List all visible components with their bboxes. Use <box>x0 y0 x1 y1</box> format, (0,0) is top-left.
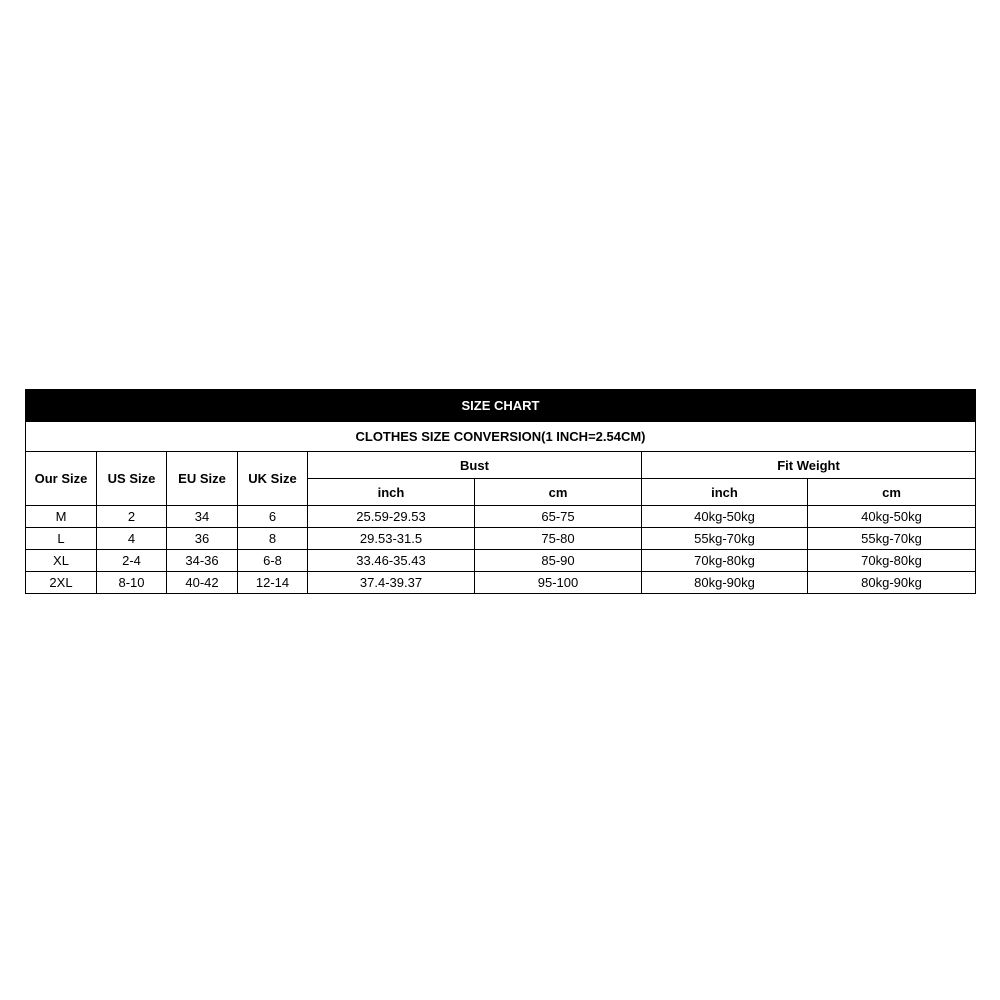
header-bust-inch: inch <box>308 479 475 506</box>
cell-bust-inch: 37.4-39.37 <box>308 572 475 594</box>
table-row <box>26 528 976 550</box>
chart-subtitle: CLOTHES SIZE CONVERSION(1 INCH=2.54CM) <box>26 422 976 452</box>
header-fit-weight: Fit Weight <box>642 452 976 479</box>
title-row <box>26 390 976 422</box>
cell-bust-cm: 85-90 <box>475 550 642 572</box>
cell-our-size: 2XL <box>26 572 97 594</box>
cell-weight-cm: 70kg-80kg <box>808 550 976 572</box>
cell-our-size: L <box>26 528 97 550</box>
table-row <box>26 572 976 594</box>
cell-us-size: 8-10 <box>97 572 167 594</box>
cell-uk-size: 6 <box>238 506 308 528</box>
cell-eu-size: 36 <box>167 528 238 550</box>
header-group-row <box>26 452 976 479</box>
cell-our-size: M <box>26 506 97 528</box>
cell-uk-size: 8 <box>238 528 308 550</box>
cell-bust-inch: 29.53-31.5 <box>308 528 475 550</box>
size-table-body <box>26 506 976 594</box>
table-row <box>26 506 976 528</box>
header-bust: Bust <box>308 452 642 479</box>
cell-weight-cm: 80kg-90kg <box>808 572 976 594</box>
cell-uk-size: 12-14 <box>238 572 308 594</box>
cell-weight-inch: 70kg-80kg <box>642 550 808 572</box>
chart-title: SIZE CHART <box>26 390 976 422</box>
cell-us-size: 2-4 <box>97 550 167 572</box>
cell-us-size: 4 <box>97 528 167 550</box>
cell-eu-size: 34-36 <box>167 550 238 572</box>
cell-bust-inch: 33.46-35.43 <box>308 550 475 572</box>
cell-bust-cm: 95-100 <box>475 572 642 594</box>
cell-weight-cm: 55kg-70kg <box>808 528 976 550</box>
cell-bust-cm: 65-75 <box>475 506 642 528</box>
header-uk-size: UK Size <box>238 452 308 506</box>
cell-weight-cm: 40kg-50kg <box>808 506 976 528</box>
cell-weight-inch: 40kg-50kg <box>642 506 808 528</box>
table-row <box>26 550 976 572</box>
cell-eu-size: 34 <box>167 506 238 528</box>
header-weight-cm: cm <box>808 479 976 506</box>
header-us-size: US Size <box>97 452 167 506</box>
cell-eu-size: 40-42 <box>167 572 238 594</box>
size-chart-table <box>25 389 976 594</box>
cell-bust-inch: 25.59-29.53 <box>308 506 475 528</box>
cell-our-size: XL <box>26 550 97 572</box>
cell-uk-size: 6-8 <box>238 550 308 572</box>
cell-us-size: 2 <box>97 506 167 528</box>
subtitle-row <box>26 422 976 452</box>
cell-weight-inch: 80kg-90kg <box>642 572 808 594</box>
cell-weight-inch: 55kg-70kg <box>642 528 808 550</box>
header-weight-inch: inch <box>642 479 808 506</box>
header-bust-cm: cm <box>475 479 642 506</box>
header-eu-size: EU Size <box>167 452 238 506</box>
header-our-size: Our Size <box>26 452 97 506</box>
cell-bust-cm: 75-80 <box>475 528 642 550</box>
